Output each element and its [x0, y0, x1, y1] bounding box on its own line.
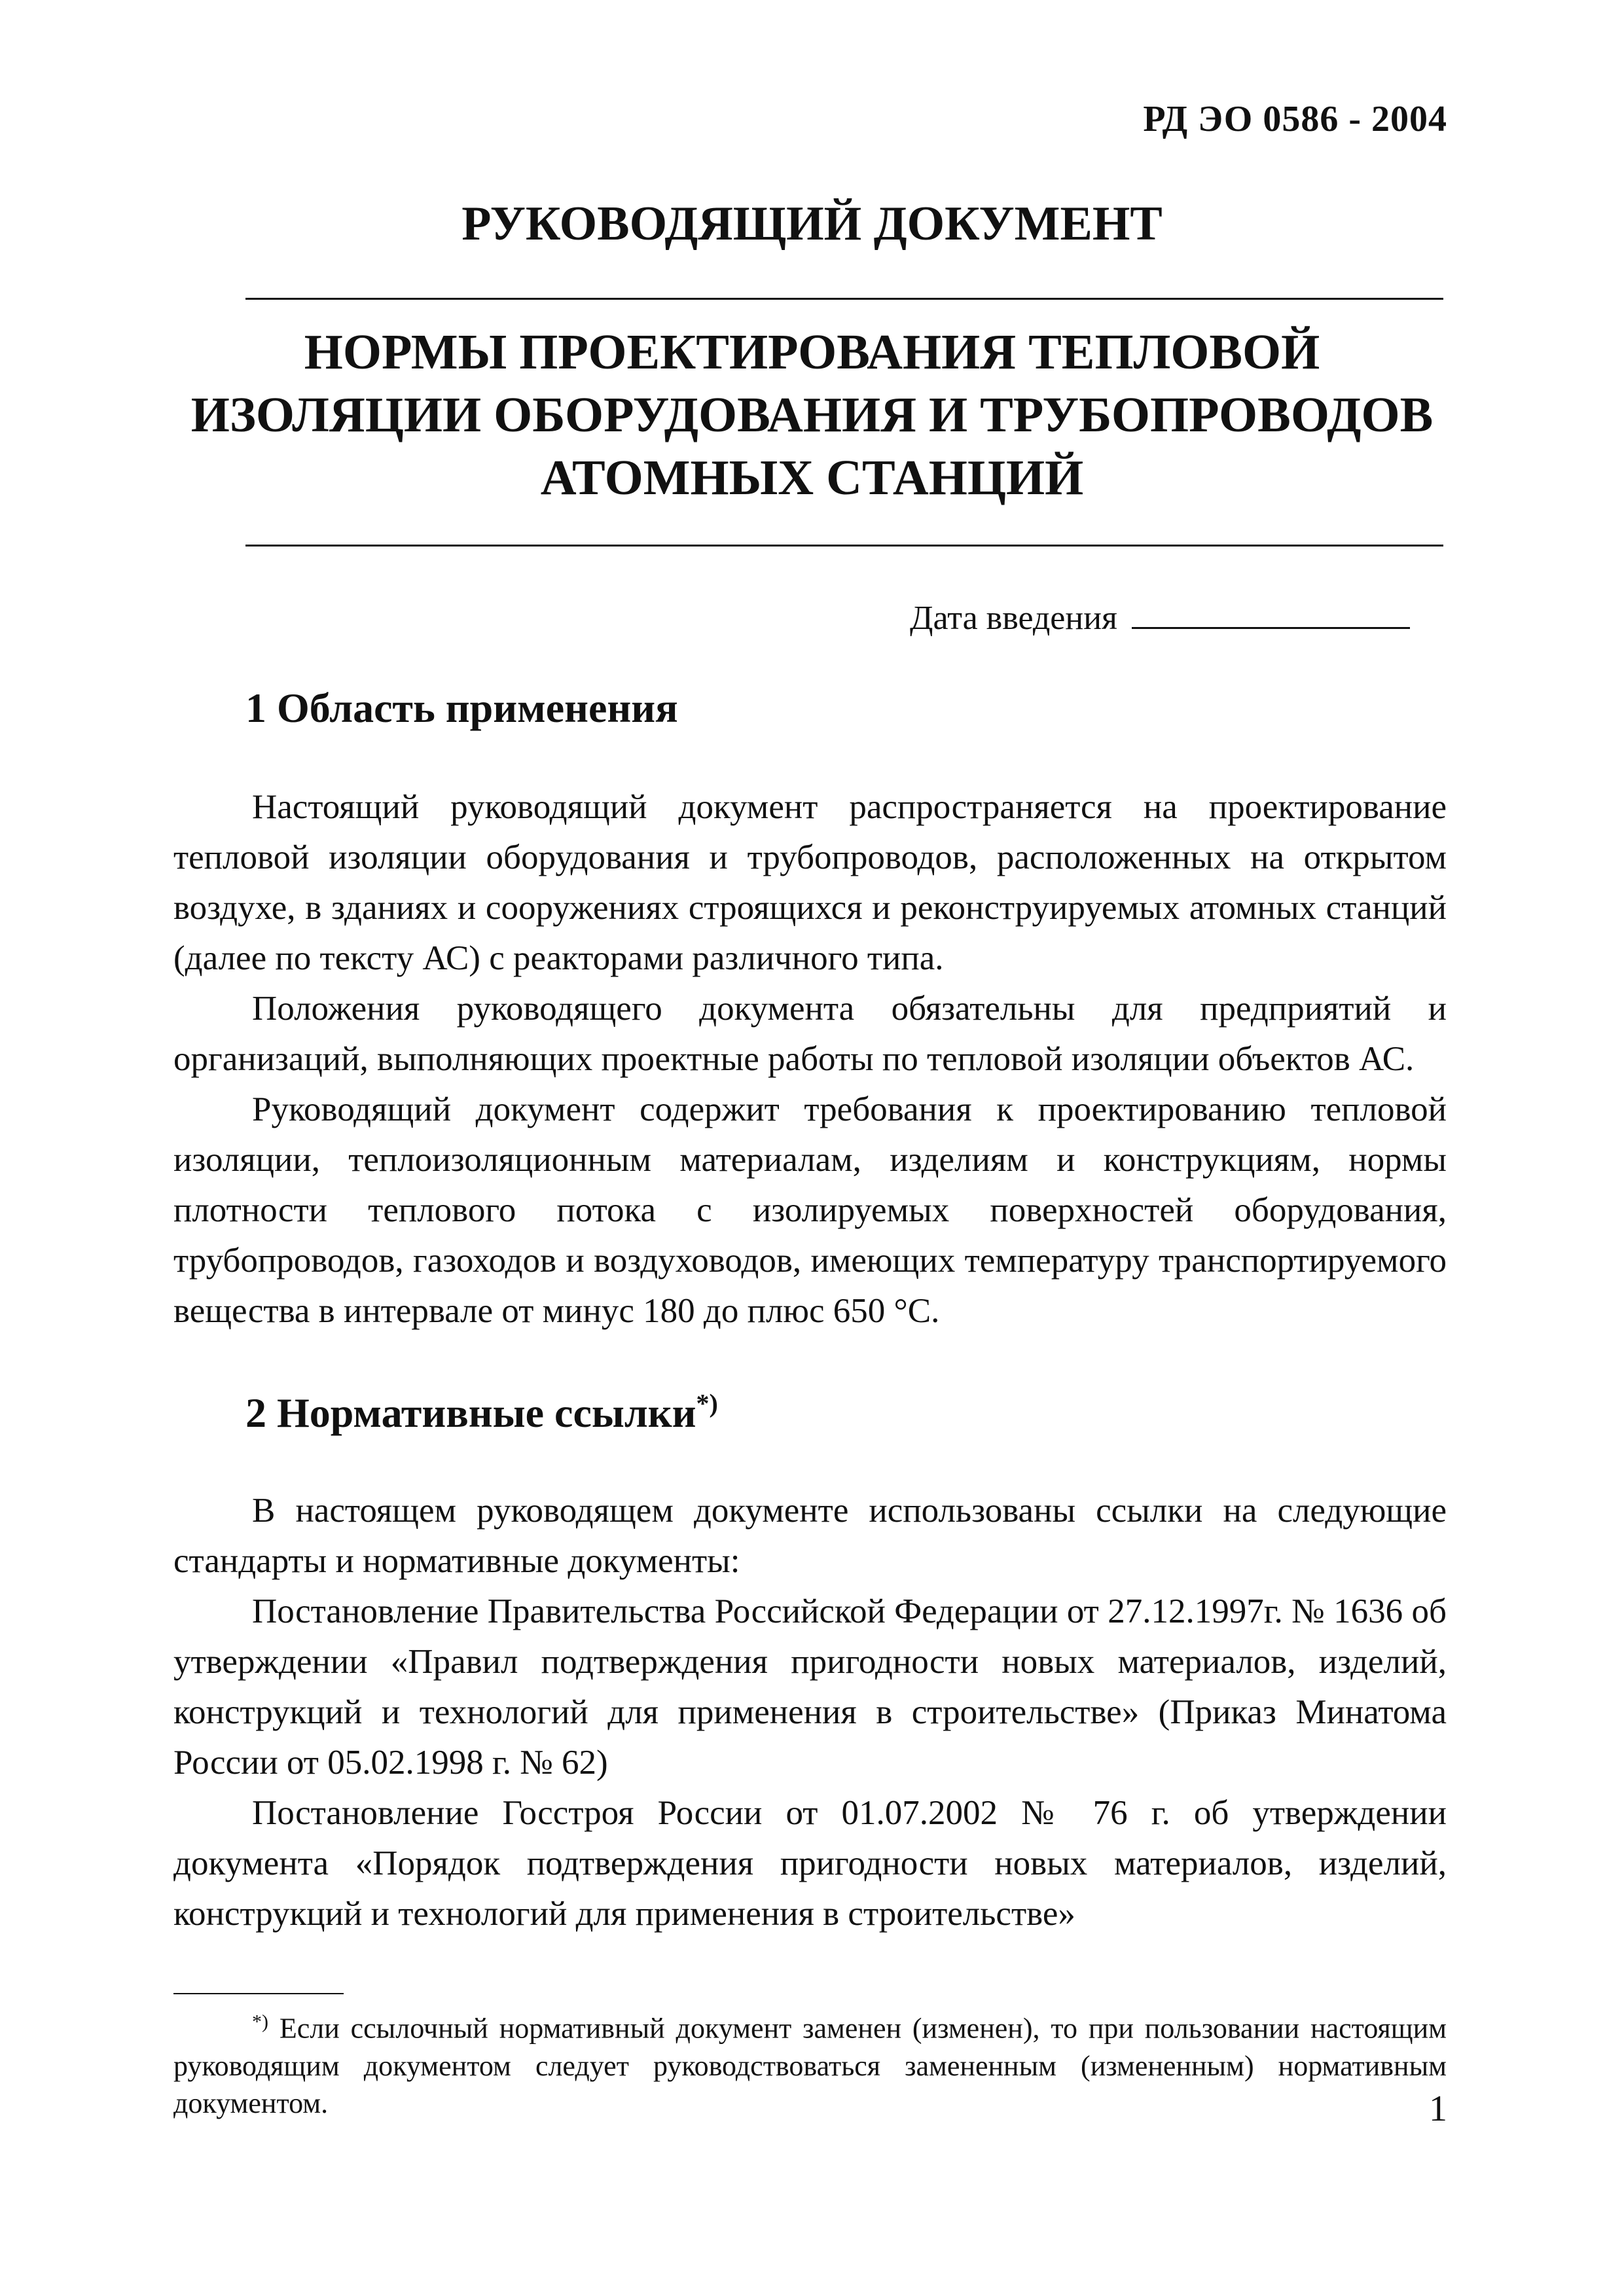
document-title: [0, 321, 1624, 509]
section-2-heading-text: 2 Нормативные ссылки: [245, 1390, 696, 1436]
footnote-separator: [173, 1993, 344, 1994]
section-2-footnote-mark[interactable]: *): [696, 1388, 718, 1418]
section-1-paragraph: Положения руководящего документа обязательны для предприятий и организаций, выполняющих проектные работы по тепловой изоляции объектов АС.: [173, 990, 1447, 1078]
footnote-text: Если ссылочный нормативный документ заменен (изменен), то при пользовании настоящим руководящим документом следует руководствоваться замененным (измененным) нормативным документом.: [173, 2012, 1447, 2119]
document-type-heading: РУКОВОДЯЩИЙ ДОКУМЕНТ: [461, 197, 1163, 251]
title-line-2: ИЗОЛЯЦИИ ОБОРУДОВАНИЯ И ТРУБОПРОВОДОВ: [190, 387, 1434, 442]
section-1-paragraph: Руководящий документ содержит требования к проектированию тепловой изоляции, теплоизоляционным материалам, изделиям и конструкциям, нормы плотности теплового потока с изолируемых поверхностей оборудования, трубопроводов, газоходов и воздуховодов, имеющих температуру транспортируемого вещества в интервале от минус 180 до плюс 650 °С.: [173, 1090, 1447, 1330]
title-line-3: АТОМНЫХ СТАНЦИЙ: [540, 450, 1084, 505]
section-2-paragraph: Постановление Правительства Российской Федерации от 27.12.1997г. № 1636 об утверждении «Правил подтверждения пригодности новых материалов, изделий, конструкций и технологий для применения в строительстве» (Приказ Минатома России от 05.02.1998 г. № 62): [173, 1592, 1447, 1782]
introduction-date-label: Дата введения: [910, 600, 1117, 637]
introduction-date-blank: [1132, 627, 1410, 629]
introduction-date: [910, 599, 1410, 637]
title-line-1: НОРМЫ ПРОЕКТИРОВАНИЯ ТЕПЛОВОЙ: [304, 325, 1320, 380]
section-2-paragraph: В настоящем руководящем документе использованы ссылки на следующие стандарты и нормативные документы:: [173, 1492, 1447, 1580]
section-1-heading: 1 Область применения: [245, 685, 678, 731]
page-number: 1: [1429, 2089, 1447, 2129]
section-2-paragraph: Постановление Госстроя России от 01.07.2002 № 76 г. об утверждении документа «Порядок подтверждения пригодности новых материалов, изделий, конструкций и технологий для применения в строительстве»: [173, 1794, 1447, 1933]
section-2-heading: [245, 1389, 718, 1437]
title-bottom-rule: [245, 545, 1443, 547]
section-2-body: [173, 1486, 1447, 1939]
footnote: [173, 2003, 1447, 2122]
section-1-paragraph: Настоящий руководящий документ распространяется на проектирование тепловой изоляции оборудования и трубопроводов, расположенных на открытом воздухе, в зданиях и сооружениях строящихся и реконструируемых атомных станций (далее по тексту АС) с реакторами различного типа.: [173, 788, 1447, 977]
section-1-body: [173, 782, 1447, 1336]
title-top-rule: [245, 298, 1443, 300]
document-code: РД ЭО 0586 - 2004: [1143, 99, 1447, 139]
footnote-mark: *): [252, 2011, 268, 2032]
